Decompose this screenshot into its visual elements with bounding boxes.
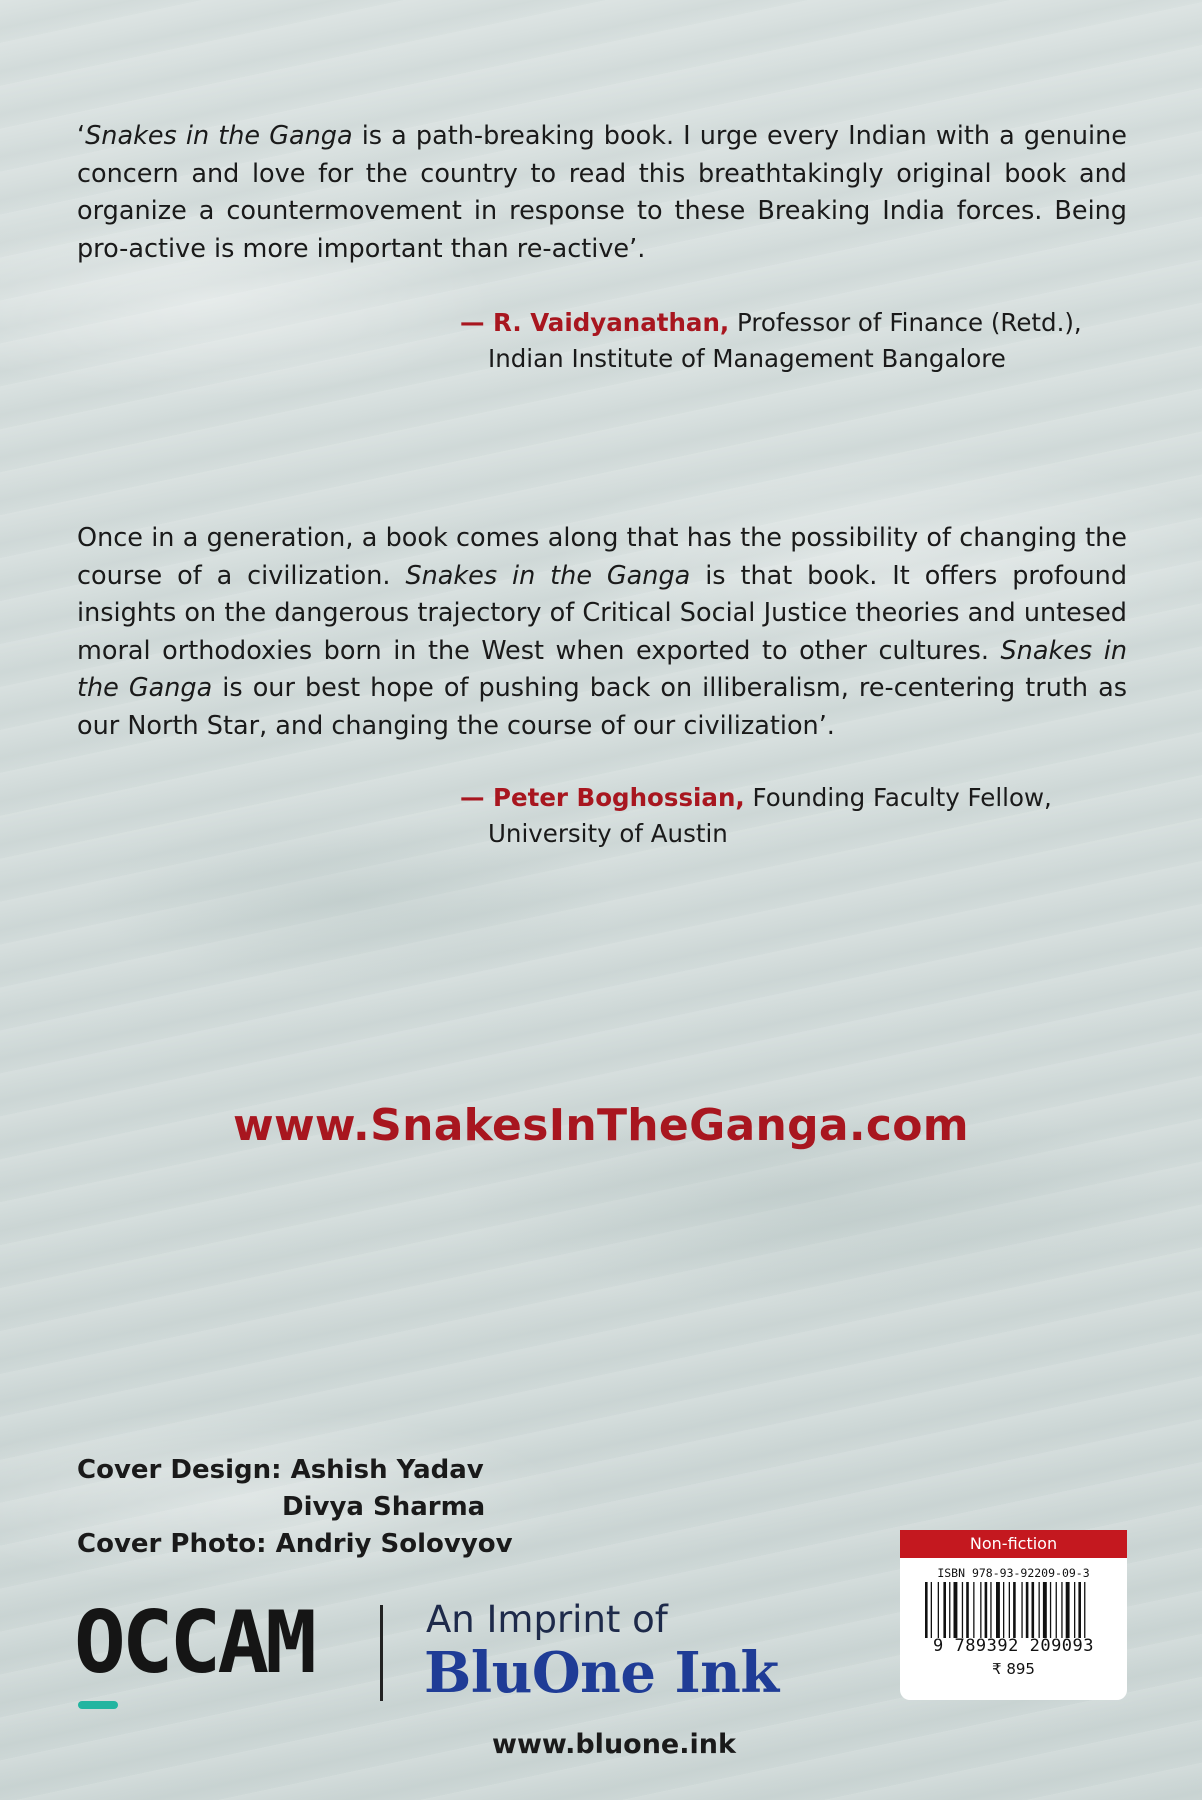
attribution-boghossian <box>460 780 1052 852</box>
attribution-institution: Indian Institute of Management Bangalore <box>488 344 1006 373</box>
logo-divider <box>380 1605 383 1701</box>
attribution-vaidyanathan <box>460 305 1082 377</box>
quote-text: is a path-breaking book. I urge every Indian with a genuine concern and love for the country to read this breathtakingly original book and organize a countermovement in response to these Breaking India forces. Being pro-active is more important than re-active’. <box>77 121 1127 264</box>
quote-text: is our best hope of pushing back on illiberalism, re-centering truth as our North Star, and changing the course of our civilization’. <box>77 673 1127 741</box>
book-title-italic: Snakes in the Ganga <box>85 121 353 151</box>
cover-design-credit-second: Divya Sharma <box>282 1492 486 1522</box>
cover-photo-credit: Cover Photo: Andriy Solovyov <box>77 1529 513 1559</box>
attribution-institution: University of Austin <box>488 819 728 848</box>
barcode-icon <box>919 1582 1109 1638</box>
genre-label: Non-fiction <box>900 1530 1127 1558</box>
occam-logo: OCCAM <box>74 1593 313 1693</box>
cover-design-credit: Cover Design: Ashish Yadav <box>77 1455 484 1485</box>
book-website[interactable]: www.SnakesInTheGanga.com <box>233 1100 969 1151</box>
attribution-dash: — <box>460 783 494 812</box>
attribution-role: Professor of Finance (Retd.), <box>729 308 1082 337</box>
quote-boghossian <box>77 520 1127 745</box>
attribution-name: Peter Boghossian, <box>493 783 745 812</box>
publisher-website[interactable]: www.bluone.ink <box>492 1729 736 1760</box>
book-title-italic: Snakes in the Ganga <box>77 635 1127 703</box>
book-title-italic: Snakes in the Ganga <box>405 560 691 591</box>
attribution-name: R. Vaidyanathan, <box>493 308 730 337</box>
attribution-role: Founding Faculty Fellow, <box>744 783 1052 812</box>
occam-logo-swoosh-icon <box>78 1701 118 1709</box>
cover-credits <box>77 1452 513 1563</box>
bluone-ink-logo: BluOne Ink <box>424 1640 779 1706</box>
attribution-dash: — <box>460 308 494 337</box>
quote-text: Once in a generation, a book comes along that has the possibility of changing the course of a civilization. <box>77 523 1127 591</box>
quote-vaidyanathan <box>77 118 1127 268</box>
quote-text: is that book. It offers profound insights on the dangerous trajectory of Critical Social Justice theories and untesed moral orthodoxies born in the West when exported to other cultures. <box>77 560 1128 666</box>
barcode-digits: 9 789392 209093 <box>932 1636 1095 1656</box>
price-label: ₹ 895 <box>992 1660 1035 1678</box>
imprint-of-text: An Imprint of <box>426 1598 668 1641</box>
isbn-text: ISBN 978-93-92209-09-3 <box>937 1566 1090 1580</box>
open-quote: ‘ <box>77 121 86 151</box>
barcode-panel <box>900 1530 1127 1700</box>
